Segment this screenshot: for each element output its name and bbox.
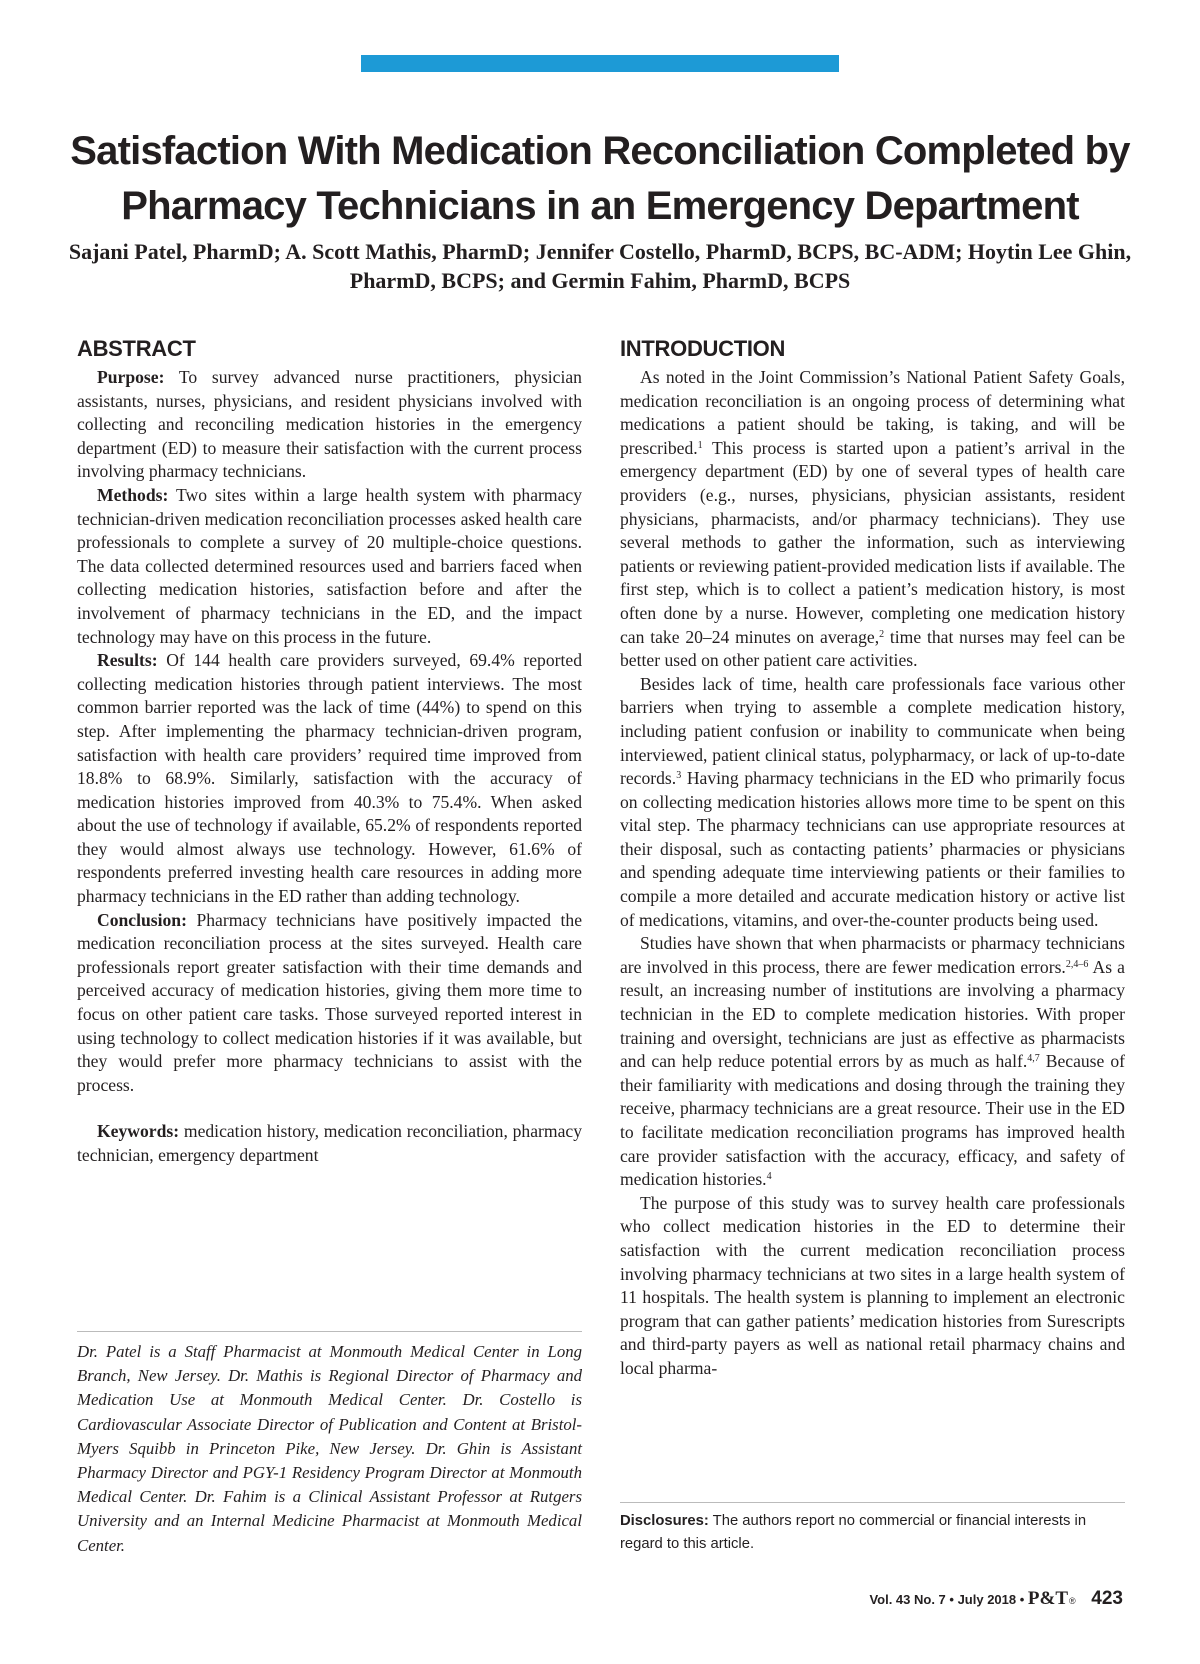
intro-p3-text-b: As a result, an increasing number of institutions are involving a pharmacy technician in the ED to complete medication histories. With proper training and oversight, technicians are just as effective as pharmacists and can help reduce potential errors by as much as half.: [620, 956, 1125, 1072]
intro-p3-text-c: Because of their familiarity with medications and dosing through the training they receive, pharmacy technicians are a great resource. Their use in the ED to facilitate medication reconciliation programs has improved health care provider satisfaction with the accuracy, efficacy, and safety of medication histories.: [620, 1051, 1125, 1190]
disclosures-divider: [620, 1502, 1125, 1503]
affiliation-divider: [77, 1331, 582, 1332]
purpose-label: Purpose:: [97, 367, 165, 387]
separator-dot: •: [1019, 1592, 1028, 1607]
intro-p1-text-a: As noted in the Joint Commission’s National Patient Safety Goals, medication reconciliation is an ongoing process of determining what medications a patient should be taking, is taking, and will be prescribed.: [620, 367, 1125, 458]
results-label: Results:: [97, 650, 158, 671]
citation: 3: [676, 770, 682, 782]
intro-paragraph-4: The purpose of this study was to survey health care professionals who collect medication histories in the ED to determine their satisfaction with the current medication reconciliation process involving pharmacy technicians at two sites in a large health system of 11 hospitals. The health system is planning to implement an electronic program that can gather patients’ medication histories from Surescripts and third-party payers as well as national retail pharmacy chains and local pharma-: [620, 1192, 1125, 1378]
intro-p1-text-b: This process is started upon a patient’s arrival in the emergency department (ED) by one of several types of health care providers (e.g., nurses, physicians, physician assistants, resident physicians, pharmacists, and/or pharmacy technicians). They use several methods to gather the information, such as interviewing patients or reviewing patient-provided medication lists if available. The first step, which is to collect a patient’s medication history, is most often done by a nurse. However, completing one medication history can take 20–24 minutes on average,: [620, 437, 1125, 647]
accent-bar: [361, 55, 839, 72]
page-footer: [869, 1588, 1123, 1610]
registered-mark: ®: [1069, 1596, 1076, 1606]
citation: 4: [766, 1171, 772, 1183]
author-affiliations: Dr. Patel is a Staff Pharmacist at Monmouth Medical Center in Long Branch, New Jersey. Dr. Mathis is Regional Director of Pharmacy and Medication Use at Monmouth Medical Center. Dr. Costello is Cardiovascular Associate Director of Publication and Content at Bristol-Myers Squibb in Princeton Pike, New Jersey. Dr. Ghin is Assistant Pharmacy Director and PGY-1 Residency Program Director at Monmouth Medical Center. Dr. Fahim is a Clinical Assistant Professor at Rutgers University and an Internal Medicine Pharmacist at Monmouth Medical Center.: [77, 1342, 582, 1555]
results-text: Of 144 health care providers surveyed, 69.4% reported collecting medication histories through patient interviews. The most common barrier reported was the lack of time (44%) to spend on this step. After implementing the pharmacy technician-driven program, satisfaction with health care providers’ required time improved from 18.8% to 68.9%. Similarly, satisfaction with the accuracy of medication histories improved from 40.3% to 75.4%. When asked about the use of technology if available, 65.2% of respondents reported they would almost always use technology. However, 61.6% of respondents preferred investing health care resources in adding more pharmacy technicians in the ED rather than adding technology.: [77, 650, 582, 907]
abstract-conclusion: [77, 909, 582, 1098]
introduction-column: [620, 336, 1125, 1381]
citation: 2,4–6: [1065, 958, 1089, 970]
citation: 1: [697, 439, 703, 451]
abstract-results: [77, 649, 582, 909]
keywords-text: medication history, medication reconciliation, pharmacy technician, emergency department: [77, 1121, 582, 1165]
separator-dot: •: [949, 1592, 958, 1607]
abstract-column: [77, 336, 582, 1168]
page-number: 423: [1091, 1588, 1123, 1609]
conclusion-text: Pharmacy technicians have positively impacted the medication reconciliation process at the sites surveyed. Health care professionals report greater satisfaction with their time demands and perceived accuracy of medication histories, giving them more time to focus on other patient care tasks. Those surveyed reported interest in using technology to collect medication histories if it was available, but they would prefer more pharmacy technicians to assist with the process.: [77, 909, 582, 1095]
disclosures: [620, 1510, 1125, 1556]
issue-date: July 2018: [957, 1592, 1017, 1607]
intro-paragraph-1: [620, 366, 1125, 673]
volume-info: Vol. 43 No. 7: [869, 1592, 946, 1607]
keywords-label: Keywords:: [97, 1121, 180, 1142]
citation: 2: [879, 628, 885, 640]
disclosures-text: The authors report no commercial or financial interests in regard to this article.: [620, 1513, 1087, 1552]
intro-p1-text-c: time that nurses may feel can be better used on other patient care activities.: [620, 626, 1125, 671]
methods-label: Methods:: [97, 484, 169, 505]
intro-p2-text-b: Having pharmacy technicians in the ED who primarily focus on collecting medication histories allows more time to be spent on this vital step. The pharmacy technicians can use appropriate resources at their disposal, such as contacting patients’ pharmacies or physicians and spending adequate time interviewing patients or their families to compile a more detailed and accurate medication history or active list of medications, vitamins, and over-the-counter products being used.: [620, 768, 1125, 930]
journal-name: P&T: [1027, 1588, 1069, 1609]
intro-paragraph-2: [620, 673, 1125, 933]
purpose-text: To survey advanced nurse practitioners, physician assistants, nurses, physicians, and resident physicians involved with collecting and reconciling medication histories in the emergency department (ED) to measure their satisfaction with the current process involving pharmacy technicians.: [77, 367, 582, 482]
abstract-heading: ABSTRACT: [77, 336, 196, 361]
abstract-keywords: [77, 1120, 582, 1167]
intro-paragraph-3: [620, 932, 1125, 1192]
intro-p3-text-a: Studies have shown that when pharmacists or pharmacy technicians are involved in this process, there are fewer medication errors.: [620, 933, 1125, 977]
article-title: Satisfaction With Medication Reconciliation Completed by Pharmacy Technicians in an Emergency Department: [70, 129, 1130, 228]
methods-text: Two sites within a large health system with pharmacy technician-driven medication reconciliation processes asked health care professionals to complete a survey of 20 multiple-choice questions. The data collected determined resources used and barriers faced when collecting medication histories, satisfaction before and after the involvement of pharmacy technicians in the ED, and the impact technology may have on this process in the future.: [77, 484, 582, 647]
intro-p2-text-a: Besides lack of time, health care professionals face various other barriers when trying to assemble a complete medication history, including patient confusion or inability to communicate when being interviewed, patient clinical status, polypharmacy, or lack of up-to-date records.: [620, 673, 1125, 789]
disclosures-label: Disclosures:: [620, 1513, 709, 1529]
citation: 4,7: [1027, 1053, 1040, 1065]
introduction-heading: INTRODUCTION: [620, 336, 786, 361]
abstract-purpose: [77, 366, 582, 484]
conclusion-label: Conclusion:: [97, 909, 187, 930]
abstract-methods: [77, 484, 582, 649]
author-list: Sajani Patel, PharmD; A. Scott Mathis, PharmD; Jennifer Costello, PharmD, BCPS, BC-ADM; Hoytin Lee Ghin, PharmD, BCPS; and Germin Fahim, PharmD, BCPS: [68, 239, 1132, 293]
